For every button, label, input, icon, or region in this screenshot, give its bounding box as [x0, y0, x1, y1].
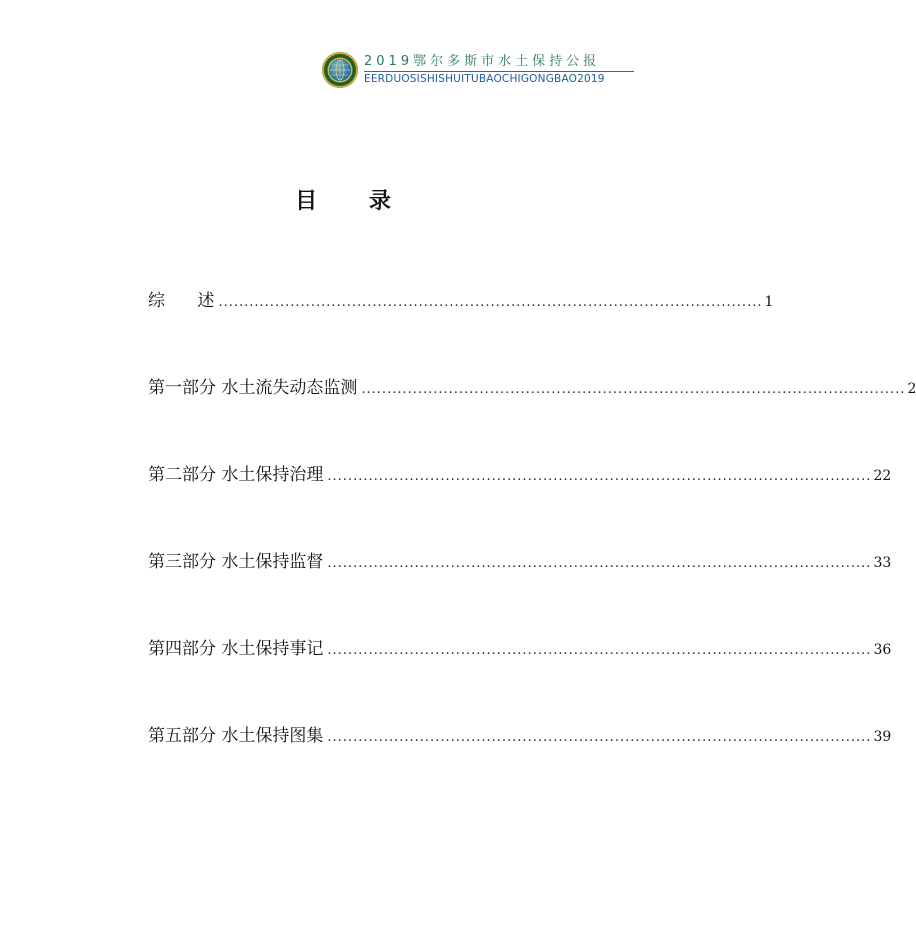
- globe-grid-icon: [329, 59, 351, 81]
- toc-dot-leader: ..........................................................................................................: [327, 643, 872, 658]
- toc-page-number: 22: [873, 468, 892, 484]
- toc-entry-part-1[interactable]: [148, 373, 916, 403]
- table-of-contents: [148, 286, 916, 808]
- toc-entry-label: 第一部分 水土流失动态监测: [148, 378, 358, 398]
- toc-entry-part-3[interactable]: [148, 547, 892, 577]
- toc-dot-leader: ..........................................................................................................: [361, 382, 906, 397]
- header-divider: [364, 71, 634, 72]
- toc-entry-overview[interactable]: [148, 286, 774, 316]
- toc-page-number: 36: [873, 642, 892, 658]
- page-title: 目 录: [295, 188, 413, 214]
- report-header: [322, 52, 634, 88]
- header-title: 2019鄂尔多斯市水土保持公报: [364, 54, 601, 70]
- header-subtitle: EERDUOSISHISHUITUBAOCHIGONGBAO2019: [364, 73, 605, 86]
- toc-entry-label: 第三部分 水土保持监督: [148, 552, 324, 572]
- toc-dot-leader: ..........................................................................................................: [327, 556, 872, 571]
- globe-emblem-icon: [322, 52, 358, 88]
- toc-page-number: 1: [764, 294, 774, 310]
- toc-entry-label: 第四部分 水土保持事记: [148, 639, 324, 659]
- toc-entry-label: 第五部分 水土保持图集: [148, 726, 324, 746]
- toc-dot-leader: ..........................................................................................................: [218, 295, 763, 310]
- toc-page-number: 2: [907, 381, 916, 397]
- toc-dot-leader: ..........................................................................................................: [327, 730, 872, 745]
- toc-entry-part-5[interactable]: [148, 721, 892, 751]
- toc-entry-part-2[interactable]: [148, 460, 892, 490]
- toc-entry-part-4[interactable]: [148, 634, 892, 664]
- toc-dot-leader: ..........................................................................................................: [327, 469, 872, 484]
- toc-page-number: 39: [873, 729, 892, 745]
- toc-entry-label: 第二部分 水土保持治理: [148, 465, 324, 485]
- toc-page-number: 33: [873, 555, 892, 571]
- toc-entry-label: 综 述: [148, 291, 215, 311]
